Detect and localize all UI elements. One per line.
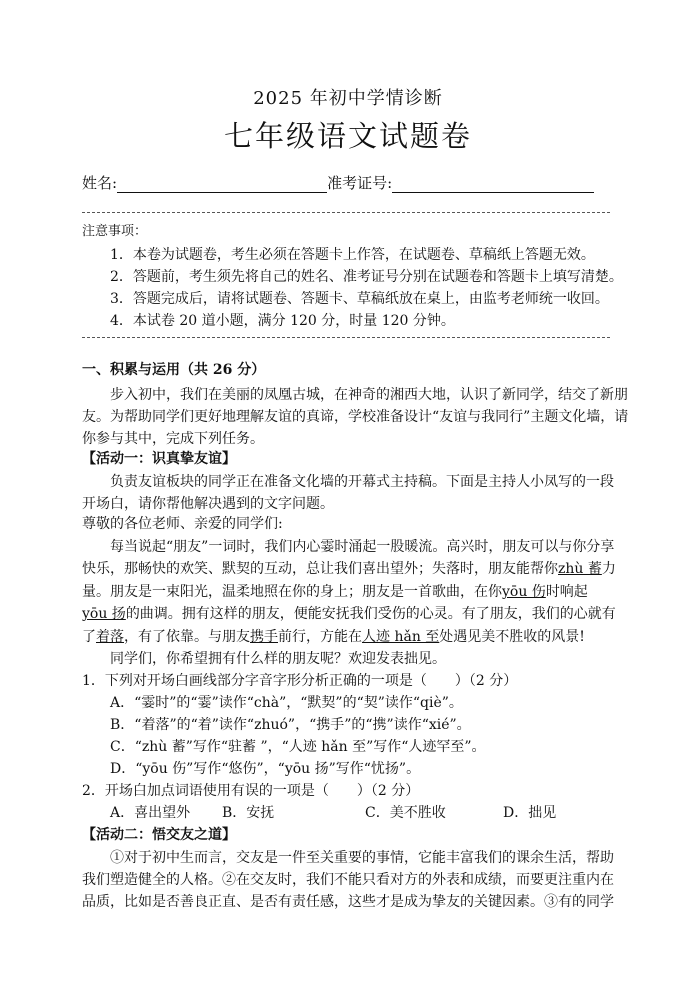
underlined-phrase: yōu 伤 <box>502 584 546 600</box>
question-stem: 1．下列对开场白画线部分字音字形分析正确的一项是（ ）（2 分） <box>82 673 518 689</box>
notice-top-divider <box>82 212 610 213</box>
question-option: C．“zhù 蓄”写作“驻蓄 ”，“人迹 hǎn 至”写作“人迹罕至”。 <box>110 739 486 755</box>
text-run: 快乐，那畅快的欢笑、默契的互动，总让我们喜出望外；失落时，朋友能帮你 <box>82 561 558 577</box>
text-run: ，有了依靠。与朋友 <box>124 629 250 645</box>
text-run: 的曲调。拥有这样的朋友，便能安抚我们受伤的心灵。有了朋友，我们的心就有 <box>125 606 616 622</box>
exam-subtitle: 2025 年初中学情诊断 <box>253 88 443 109</box>
paragraph-line <box>82 559 616 579</box>
underlined-phrase: 人迹 hǎn 至 <box>362 629 440 645</box>
activity-desc-line: 开场白，请你帮他解决遇到的文字问题。 <box>82 496 334 512</box>
name-field[interactable] <box>117 176 327 193</box>
text-run: 了 <box>82 629 96 645</box>
question-option: D．“yōu 伤”写作“悠伤”，“yōu 扬”写作“忧扬”。 <box>110 761 421 777</box>
intro-line: 步入初中，我们在美丽的凤凰古城，在神奇的湘西大地，认识了新同学，结交了新朋 <box>110 387 628 403</box>
name-label: 姓名: <box>82 174 118 192</box>
notice-item: 3．答题完成后，请将试题卷、答题卡、草稿纸放在桌上，由监考老师统一收回。 <box>110 291 609 307</box>
greeting-line: 尊敬的各位老师、亲爱的同学们: <box>82 516 283 532</box>
question-option: B．安抚 <box>222 805 275 821</box>
question-option: A．喜出望外 <box>110 805 191 821</box>
exam-id-label: 准考证号: <box>327 174 393 192</box>
paragraph-line <box>82 604 616 624</box>
underlined-phrase: yōu 扬 <box>82 606 126 622</box>
underlined-phrase: zhù 蓄 <box>558 561 602 577</box>
activity-desc-line: 负责友谊板块的同学正在准备文化墙的开幕式主持稿。下面是主持人小凤写的一段 <box>110 474 614 490</box>
exam-id-field[interactable] <box>392 176 594 193</box>
notice-heading: 注意事项： <box>82 224 148 239</box>
question-option: C．美不胜收 <box>365 805 446 821</box>
question-option: D．拙见 <box>503 805 557 821</box>
question-option: B．“着落”的“着”读作“zhuó”，“携手”的“携”读作“xié”。 <box>110 717 471 733</box>
paragraph-line: 同学们，你希望拥有什么样的朋友呢？欢迎发表拙见。 <box>110 651 446 667</box>
text-run: 前行，方能在 <box>278 629 362 645</box>
paragraph-line: 我们塑造健全的人格。②在交友时，我们不能只看对方的外表和成绩，而要更注重内在 <box>82 872 614 888</box>
text-run: 量。朋友是一束阳光，温柔地照在你的身上；朋友是一首歌曲，在你 <box>82 584 502 600</box>
question-option: A．“霎时”的“霎”读作“chà”，“默契”的“契”读作“qiè”。 <box>110 695 463 711</box>
section-heading: 一、积累与运用（共 26 分） <box>82 362 266 378</box>
underlined-phrase: 着落 <box>96 629 124 645</box>
candidate-info-row <box>82 173 594 193</box>
paragraph-line <box>82 582 588 602</box>
activity-heading: 【活动二：悟交友之道】 <box>82 827 236 843</box>
text-run: 处遇见美不胜收的风景! <box>439 629 585 645</box>
exam-title: 七年级语文试题卷 <box>223 119 472 153</box>
underlined-phrase: 携手 <box>250 629 278 645</box>
text-run: 时响起 <box>545 584 588 600</box>
question-stem: 2．开场白加点词语使用有误的一项是（ ）（2 分） <box>82 783 420 799</box>
paragraph-line: ①对于初中生而言，交友是一件至关重要的事情，它能丰富我们的课余生活，帮助 <box>110 850 614 866</box>
intro-line: 你参与其中，完成下列任务。 <box>82 431 264 447</box>
notice-item: 1．本卷为试题卷，考生必须在答题卡上作答，在试题卷、草稿纸上答题无效。 <box>110 247 595 263</box>
notice-item: 4．本试卷 20 道小题，满分 120 分，时量 120 分钟。 <box>110 313 455 329</box>
paragraph-line: 品质，比如是否善良正直、是否有责任感，这些才是成为挚友的关键因素。③有的同学 <box>82 894 614 910</box>
text-run: 力 <box>601 561 616 577</box>
paragraph-line <box>82 627 585 647</box>
notice-bottom-divider <box>82 337 610 338</box>
activity-heading: 【活动一：识真挚友谊】 <box>82 451 236 467</box>
paragraph-line: 每当说起“朋友”一词时，我们内心霎时涌起一股暖流。高兴时，朋友可以与你分享 <box>110 539 615 555</box>
notice-item: 2．答题前，考生须先将自己的姓名、准考证号分别在试题卷和答题卡上填写清楚。 <box>110 269 623 285</box>
intro-line: 友。为帮助同学们更好地理解友谊的真谛，学校准备设计“友谊与我同行”主题文化墙，请 <box>82 409 629 425</box>
